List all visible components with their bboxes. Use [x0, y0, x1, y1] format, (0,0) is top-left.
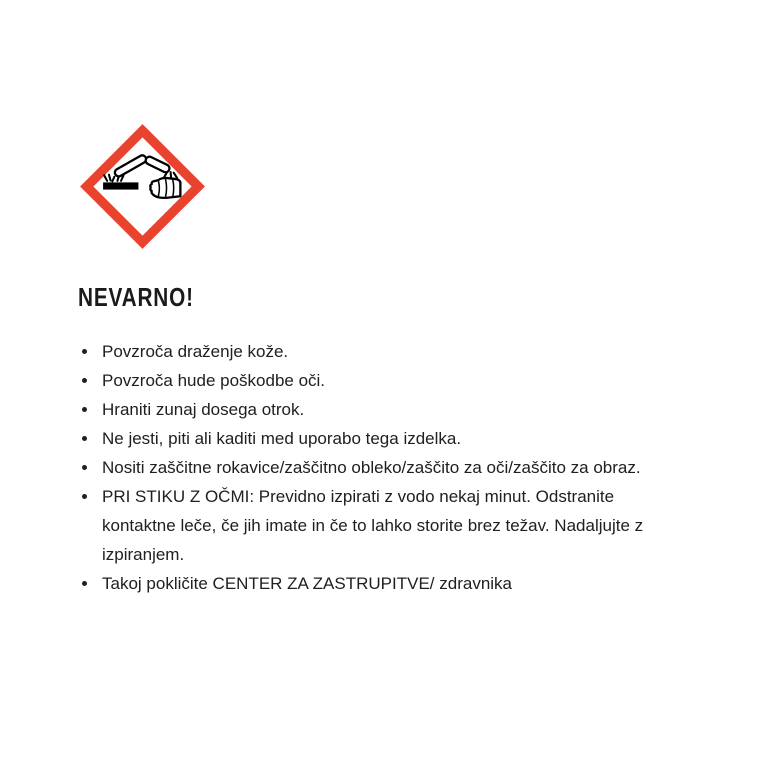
hazard-statement: • PRI STIKU Z OČMI: Previdno izpirati z vodo nekaj minut. Odstranite kontaktne leče, če jih imate in če to lahko storite brez težav. Nadaljujte z izpiranjem.	[99, 482, 679, 569]
hazard-statement: • Povzroča draženje kože.	[99, 337, 679, 366]
signal-word: NEVARNO!	[78, 282, 194, 312]
corrosive-icon	[77, 121, 208, 252]
hazard-statement: • Ne jesti, piti ali kaditi med uporabo tega izdelka.	[99, 424, 679, 453]
hazard-statement: • Povzroča hude poškodbe oči.	[99, 366, 679, 395]
hazard-statement: • Takoj pokličite CENTER ZA ZASTRUPITVE/ zdravnika	[99, 569, 679, 598]
ghs05-corrosive-pictogram	[77, 121, 208, 252]
surface-bar	[103, 182, 138, 189]
hazard-statement: • Nositi zaščitne rokavice/zaščitno obleko/zaščito za oči/zaščito za obraz.	[99, 453, 679, 482]
hazard-statements-list	[82, 337, 679, 598]
hazard-statement: • Hraniti zunaj dosega otrok.	[99, 395, 679, 424]
